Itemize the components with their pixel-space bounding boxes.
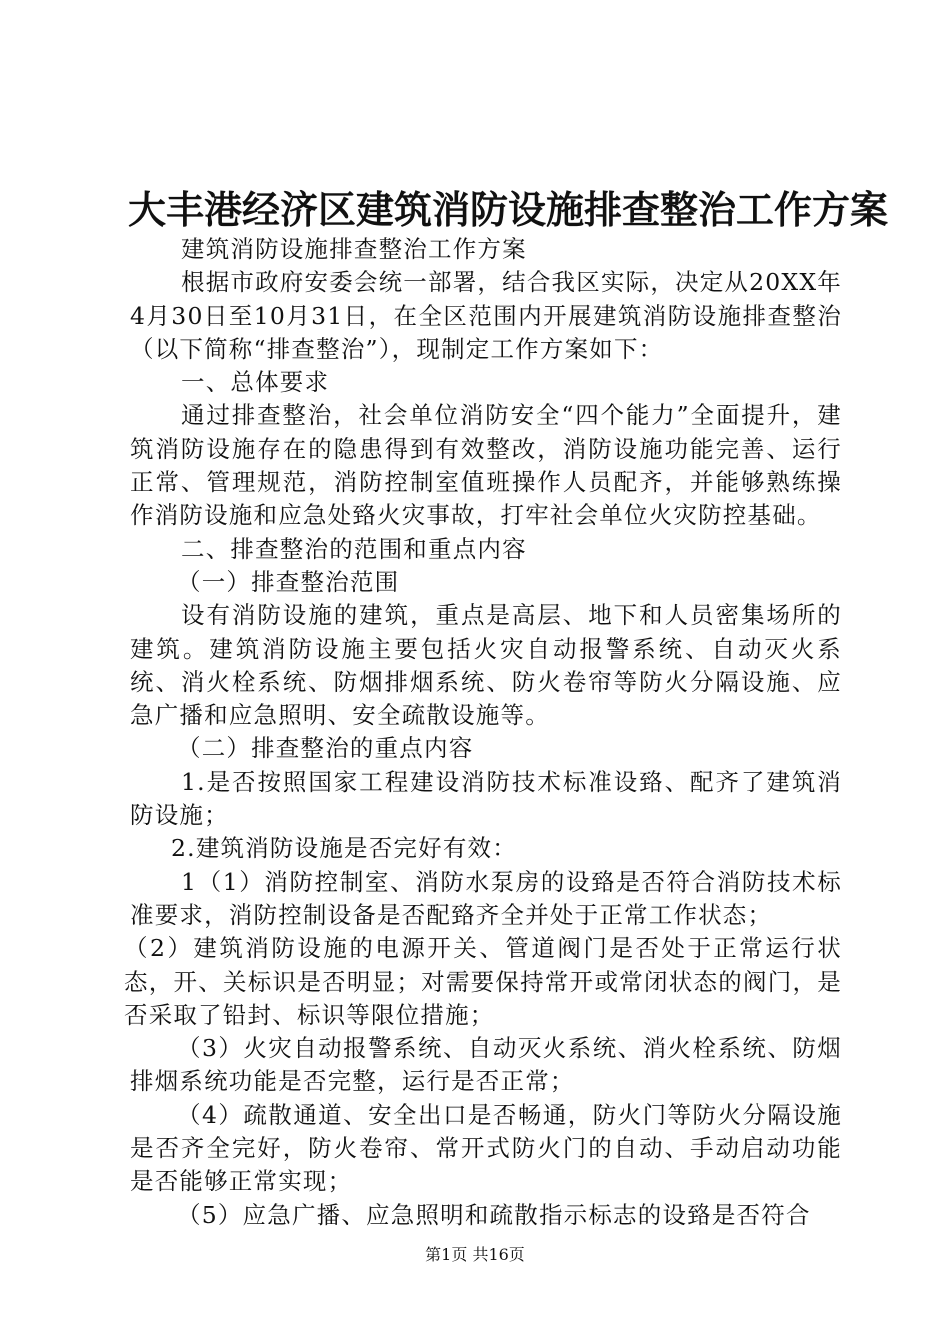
- paragraph-item-2-1: 1（1）消防控制室、消防水泵房的设臵是否符合消防技术标准要求，消防控制设备是否配臵齐全并处于正常工作状态；: [130, 867, 842, 929]
- heading-general-requirements: 一、总体要求: [181, 368, 330, 397]
- paragraph-intro: 根据市政府安委会统一部署，结合我区实际，决定从20XX年4月30日至10月31日，在全区范围内开展建筑消防设施排查整治（以下简称“排查整治”），现制定工作方案如下：: [130, 268, 842, 363]
- paragraph-scope: 设有消防设施的建筑，重点是高层、地下和人员密集场所的建筑。建筑消防设施主要包括火灾自动报警系统、自动灭火系统、消火栓系统、防烟排烟系统、防火卷帘等防火分隔设施、应急广播和应急照明、安全疏散设施等。: [130, 601, 842, 730]
- paragraph-item-2-2: （2）建筑消防设施的电源开关、管道阀门是否处于正常运行状态，开、关标识是否明显；对需要保持常开或常闭状态的阀门，是否采取了铅封、标识等限位措施；: [124, 934, 842, 1029]
- paragraph-general-requirements: 通过排查整治，社会单位消防安全“四个能力”全面提升，建筑消防设施存在的隐患得到有效整改，消防设施功能完善、运行正常、管理规范，消防控制室值班操作人员配齐，并能够熟练操作消防设施和应急处臵火灾事故，打牢社会单位火灾防控基础。: [130, 401, 842, 530]
- paragraph-item-2: 2.建筑消防设施是否完好有效：: [171, 834, 517, 863]
- page-footer: 第1页 共16页: [425, 1245, 525, 1264]
- paragraph-item-2-5: （5）应急广播、应急照明和疏散指示标志的设臵是否符合: [177, 1200, 811, 1229]
- document-title: 大丰港经济区建筑消防设施排查整治工作方案: [128, 188, 889, 232]
- paragraph-subtitle: 建筑消防设施排查整治工作方案: [181, 235, 527, 263]
- heading-scope: （一）排查整治范围: [177, 567, 400, 596]
- paragraph-item-2-4: （4）疏散通道、安全出口是否畅通，防火门等防火分隔设施是否齐全完好，防火卷帘、常开式防火门的自动、手动启动功能是否能够正常实现；: [130, 1100, 842, 1196]
- document-body: [124, 233, 842, 1232]
- heading-focus: （二）排查整治的重点内容: [177, 734, 474, 763]
- heading-scope-and-focus: 二、排查整治的范围和重点内容: [181, 534, 527, 563]
- paragraph-item-1: 1.是否按照国家工程建设消防技术标准设臵、配齐了建筑消防设施；: [130, 767, 842, 830]
- paragraph-item-2-3: （3）火灾自动报警系统、自动灭火系统、消火栓系统、防烟排烟系统功能是否完整，运行是否正常；: [130, 1034, 842, 1096]
